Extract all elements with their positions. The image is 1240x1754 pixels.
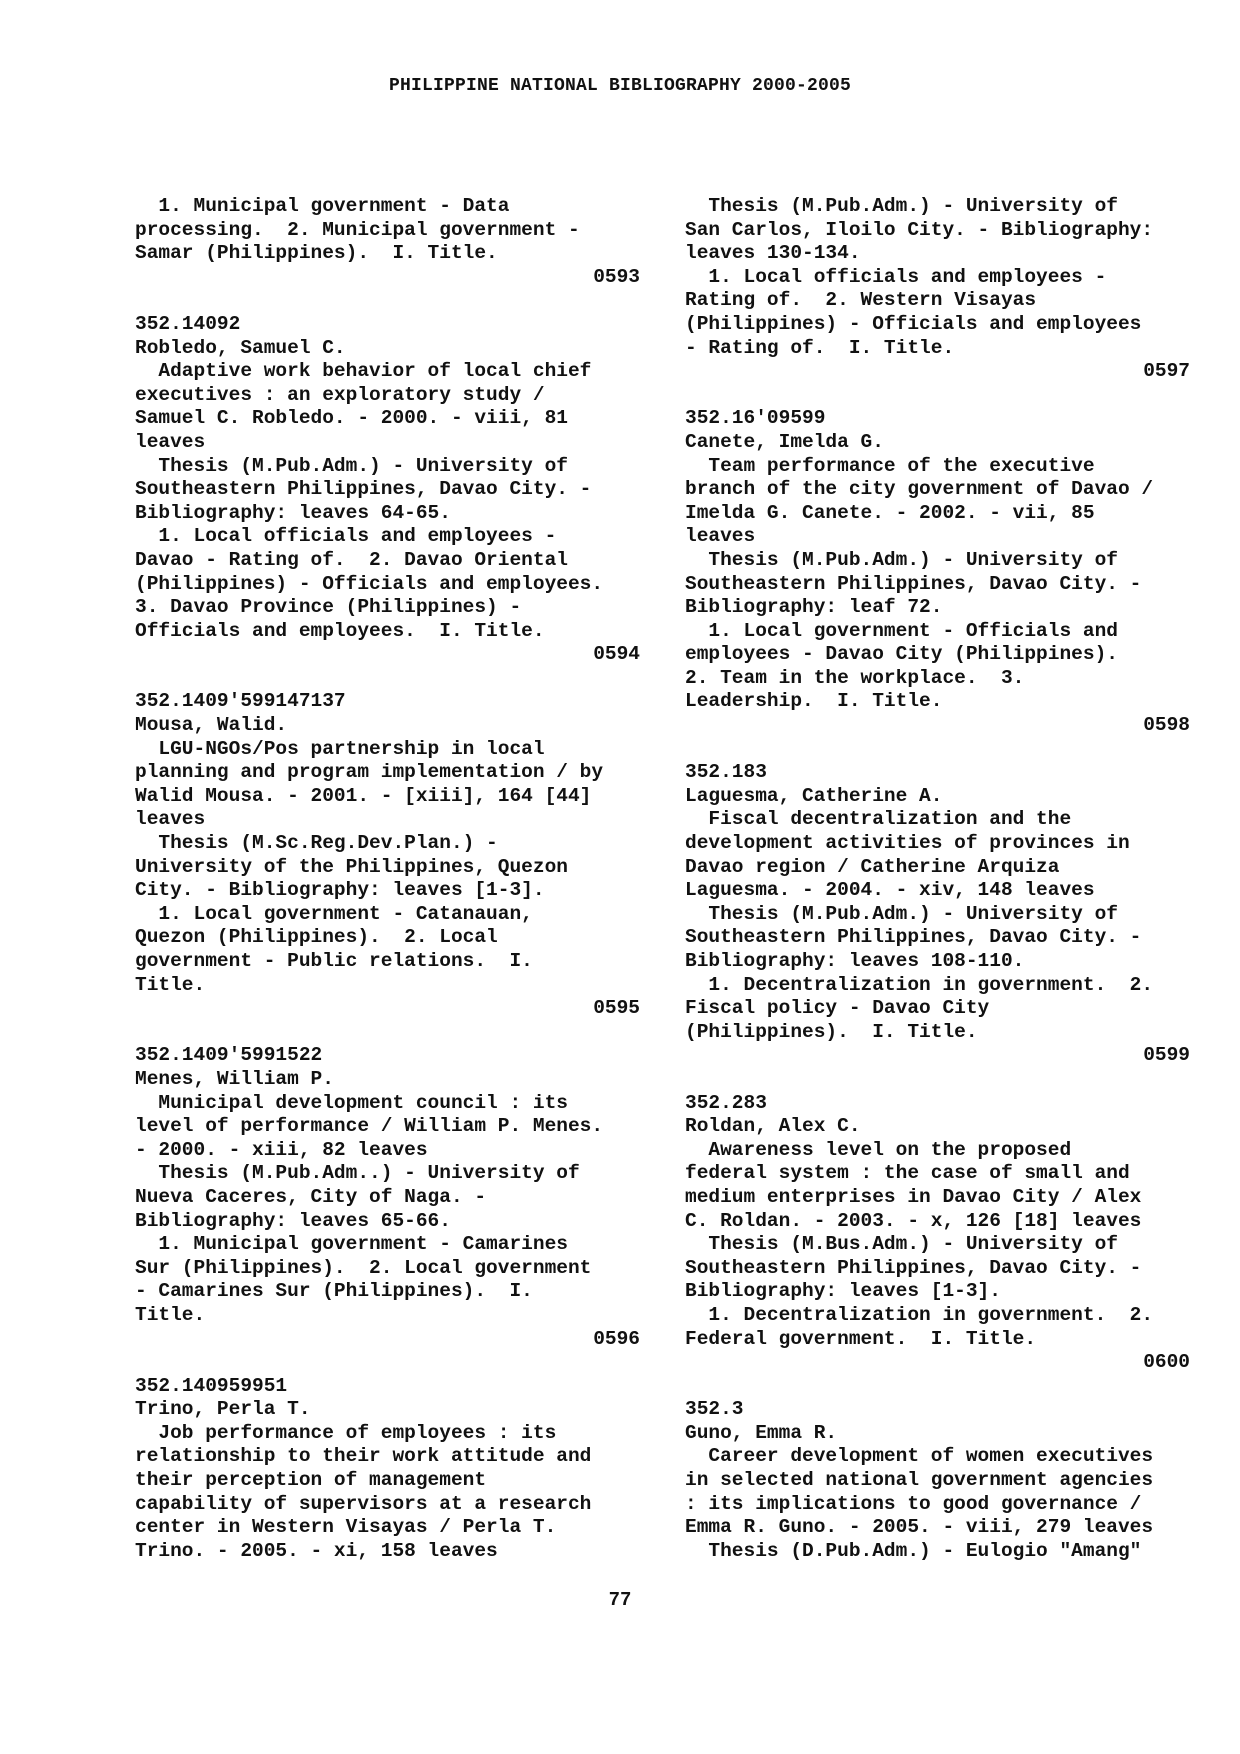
entry-line: Municipal development council : its — [135, 1091, 568, 1114]
entry-line: Thesis (M.Pub.Adm.) - University of — [685, 195, 1118, 217]
entry-number: 0599 — [1143, 1044, 1190, 1067]
entry-line: Southeastern Philippines, Davao City. - — [685, 572, 1142, 595]
entry-line: 1. Decentralization in government. 2. — [685, 1303, 1154, 1326]
entry-line: Thesis (M.Pub.Adm.) - University of — [685, 902, 1118, 925]
entry-line: Imelda G. Canete. - 2002. - vii, 85 — [685, 501, 1095, 524]
entry-line: Bibliography: leaves 65-66. — [135, 1209, 451, 1232]
entry-line: 352.1409'5991522 — [135, 1044, 323, 1067]
entry-line: leaves — [135, 430, 206, 453]
entry-number: 0600 — [1143, 1351, 1190, 1374]
entry-line: 352.3 — [685, 1398, 744, 1421]
entry-line: capability of supervisors at a research — [135, 1492, 592, 1515]
entry-line: 352.283 — [685, 1091, 767, 1114]
entry-line: Thesis (D.Pub.Adm.) - Eulogio "Amang" — [685, 1539, 1142, 1562]
entry-line: - Camarines Sur (Philippines). I. — [135, 1280, 533, 1303]
entry-line: Title. — [135, 973, 206, 996]
entry-line: Leadership. I. Title. — [685, 690, 943, 713]
entry-line: relationship to their work attitude and — [135, 1445, 592, 1468]
entry-line: San Carlos, Iloilo City. - Bibliography: — [685, 218, 1154, 241]
entry-line: in selected national government agencies — [685, 1469, 1154, 1492]
entry-line: Trino. - 2005. - xi, 158 leaves — [135, 1539, 498, 1562]
entry-line: Bibliography: leaf 72. — [685, 596, 943, 619]
entry-line: level of performance / William P. Menes. — [135, 1115, 604, 1138]
entry-line: Guno, Emma R. — [685, 1421, 838, 1444]
entry-line: leaves 130-134. — [685, 242, 861, 265]
entry-line: : its implications to good governance / — [685, 1492, 1142, 1515]
entry-line: Career development of women executives — [685, 1445, 1154, 1468]
entry-line — [135, 289, 640, 313]
entry-line: Southeastern Philippines, Davao City. - — [685, 1256, 1142, 1279]
entry-line: 1. Municipal government - Data — [135, 195, 510, 217]
entry-line: Adaptive work behavior of local chief — [135, 360, 592, 383]
entry-line — [135, 667, 640, 691]
entry-line — [135, 1021, 640, 1045]
right-column — [685, 195, 1190, 1563]
entry-line: Samuel C. Robledo. - 2000. - viii, 81 — [135, 407, 568, 430]
entry-line: Trino, Perla T. — [135, 1398, 311, 1421]
entry-line: 3. Davao Province (Philippines) - — [135, 596, 522, 619]
entry-line — [135, 1351, 640, 1375]
entry-line: Southeastern Philippines, Davao City. - — [135, 478, 592, 501]
entry-line: LGU-NGOs/Pos partnership in local — [135, 737, 545, 760]
entry-line: Nueva Caceres, City of Naga. - — [135, 1185, 487, 1208]
entry-line: Southeastern Philippines, Davao City. - — [685, 926, 1142, 949]
entry-line: executives : an exploratory study / — [135, 383, 545, 406]
entry-line: Davao region / Catherine Arquiza — [685, 855, 1060, 878]
entry-line: Thesis (M.Pub.Adm.) - University of — [685, 548, 1118, 571]
entry-line: employees - Davao City (Philippines). — [685, 643, 1118, 666]
entry-line: Thesis (M.Pub.Adm.) - University of — [135, 454, 568, 477]
entry-number: 0594 — [593, 643, 640, 666]
entry-line: (Philippines) - Officials and employees. — [135, 572, 604, 595]
entry-line: leaves — [685, 525, 756, 548]
entry-line: Rating of. 2. Western Visayas — [685, 289, 1037, 312]
entry-line: 352.140959951 — [135, 1374, 288, 1397]
entry-line: Quezon (Philippines). 2. Local — [135, 926, 498, 949]
entry-line: Menes, William P. — [135, 1067, 334, 1090]
entry-line: planning and program implementation / by — [135, 761, 604, 784]
entry-line: (Philippines) - Officials and employees — [685, 312, 1142, 335]
entry-line: Fiscal decentralization and the — [685, 808, 1072, 831]
entry-line: Bibliography: leaves [1-3]. — [685, 1280, 1001, 1303]
left-column — [135, 195, 640, 1563]
entry-line: C. Roldan. - 2003. - x, 126 [18] leaves — [685, 1209, 1142, 1232]
entry-line: (Philippines). I. Title. — [685, 1020, 978, 1043]
entry-line: Mousa, Walid. — [135, 714, 288, 737]
entry-line: Davao - Rating of. 2. Davao Oriental — [135, 548, 568, 571]
entry-line: Fiscal policy - Davao City — [685, 997, 990, 1020]
entry-line: Officials and employees. I. Title. — [135, 619, 545, 642]
entry-line: 1. Decentralization in government. 2. — [685, 973, 1154, 996]
entry-line: Bibliography: leaves 64-65. — [135, 501, 451, 524]
entry-line: development activities of provinces in — [685, 832, 1130, 855]
entry-line: - Rating of. I. Title. — [685, 336, 955, 359]
entry-line: 352.183 — [685, 761, 767, 784]
entry-line: 352.16'09599 — [685, 407, 826, 430]
entry-line: Laguesma, Catherine A. — [685, 784, 943, 807]
entry-number: 0597 — [1143, 360, 1190, 383]
entry-line: Awareness level on the proposed — [685, 1138, 1072, 1161]
entry-line — [685, 738, 1190, 762]
entry-line: center in Western Visayas / Perla T. — [135, 1516, 557, 1539]
entry-line: 1. Municipal government - Camarines — [135, 1233, 568, 1256]
entry-line: Samar (Philippines). I. Title. — [135, 242, 498, 265]
entry-number: 0593 — [593, 265, 640, 288]
entry-line: Laguesma. - 2004. - xiv, 148 leaves — [685, 879, 1095, 902]
entry-line: 1. Local government - Officials and — [685, 619, 1118, 642]
entry-number: 0596 — [593, 1327, 640, 1350]
entry-line: 1. Local government - Catanauan, — [135, 902, 533, 925]
entry-line: Robledo, Samuel C. — [135, 336, 346, 359]
entry-line — [685, 1068, 1190, 1092]
entry-number: 0598 — [1143, 714, 1190, 737]
entry-line: 2. Team in the workplace. 3. — [685, 666, 1025, 689]
entry-line: Walid Mousa. - 2001. - [xiii], 164 [44] — [135, 784, 592, 807]
entry-number: 0595 — [593, 997, 640, 1020]
entry-line: Federal government. I. Title. — [685, 1327, 1037, 1350]
entry-line: City. - Bibliography: leaves [1-3]. — [135, 879, 545, 902]
entry-line: branch of the city government of Davao / — [685, 478, 1154, 501]
entry-line: 352.14092 — [135, 312, 241, 335]
entry-line: federal system : the case of small and — [685, 1162, 1130, 1185]
entry-line: Canete, Imelda G. — [685, 430, 884, 453]
entry-line — [685, 1375, 1190, 1399]
entry-line: processing. 2. Municipal government - — [135, 218, 580, 241]
entry-line: - 2000. - xiii, 82 leaves — [135, 1138, 428, 1161]
entry-line: Thesis (M.Bus.Adm.) - University of — [685, 1233, 1118, 1256]
entry-line: leaves — [135, 808, 206, 831]
entry-line: 352.1409'599147137 — [135, 690, 346, 713]
entry-line: Thesis (M.Sc.Reg.Dev.Plan.) - — [135, 832, 498, 855]
entry-line: government - Public relations. I. — [135, 950, 533, 972]
entry-line: medium enterprises in Davao City / Alex — [685, 1185, 1142, 1208]
entry-line: Emma R. Guno. - 2005. - viii, 279 leaves — [685, 1516, 1154, 1539]
entry-line: Job performance of employees : its — [135, 1421, 557, 1444]
entry-line: University of the Philippines, Quezon — [135, 855, 568, 878]
entry-line: their perception of management — [135, 1469, 487, 1492]
entry-line: Sur (Philippines). 2. Local government — [135, 1256, 592, 1279]
entry-line: 1. Local officials and employees - — [685, 265, 1107, 288]
entry-line: 1. Local officials and employees - — [135, 525, 557, 548]
entry-line: Roldan, Alex C. — [685, 1115, 861, 1138]
entry-line: Team performance of the executive — [685, 454, 1095, 477]
entry-line: Title. — [135, 1303, 206, 1326]
entry-line: Thesis (M.Pub.Adm..) - University of — [135, 1162, 580, 1185]
entry-line: Bibliography: leaves 108-110. — [685, 950, 1025, 972]
page-number: 77 — [608, 1589, 632, 1611]
page-header: PHILIPPINE NATIONAL BIBLIOGRAPHY 2000-2005 — [388, 76, 852, 96]
entry-line — [685, 384, 1190, 408]
